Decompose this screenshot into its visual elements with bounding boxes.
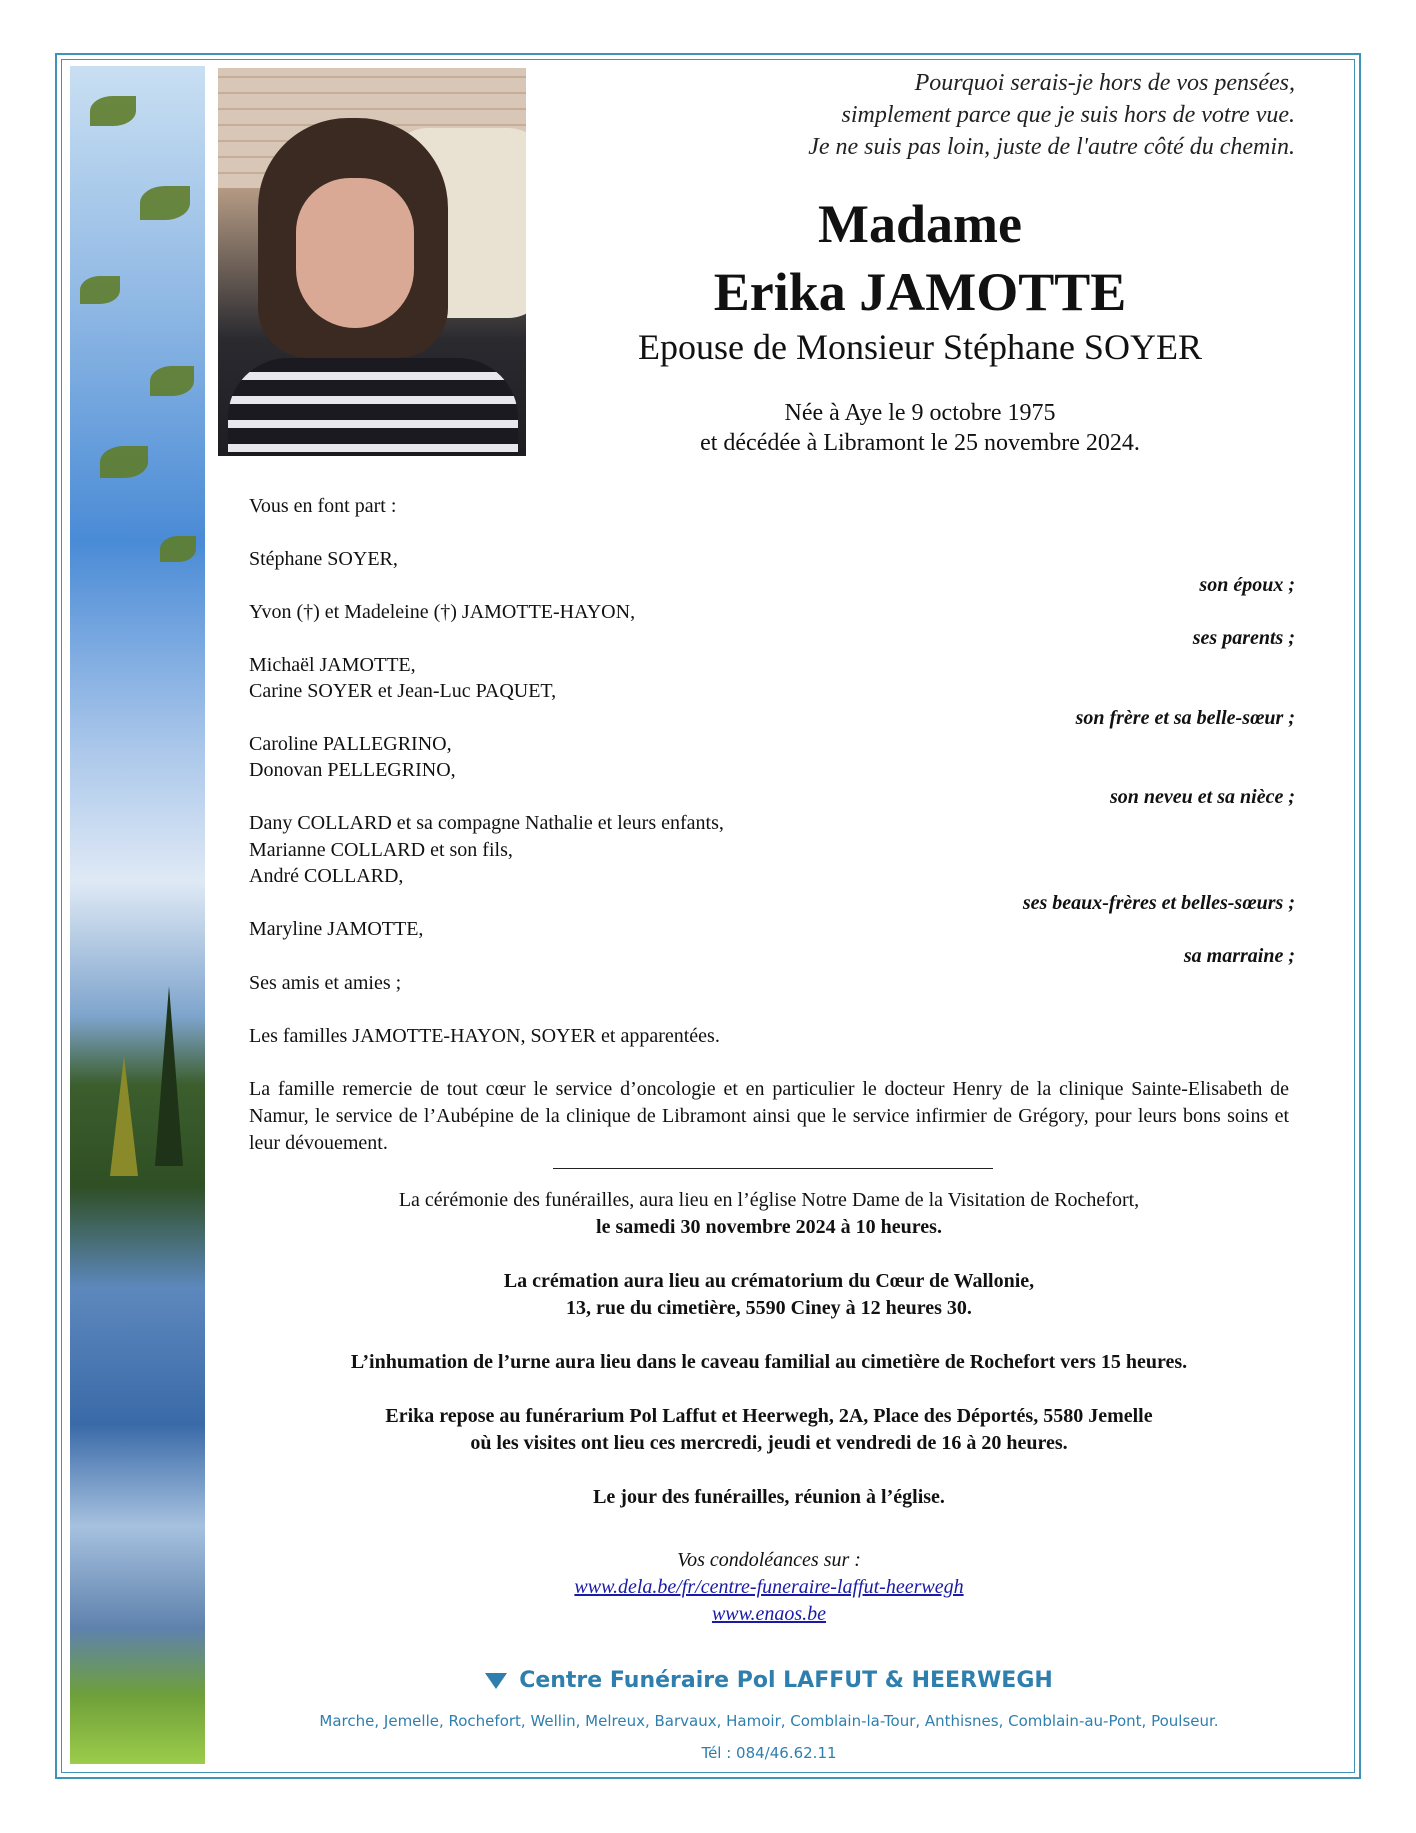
family-relation: sa marraine ;: [1183, 945, 1295, 967]
ceremony-line: La cérémonie des funérailles, aura lieu en l’église Notre Dame de la Visitation de Rochefort,: [398, 1189, 1140, 1211]
separator-line: [553, 1168, 993, 1169]
announce-intro: Vous en font part :: [249, 495, 397, 517]
visits-line: où les visites ont lieu ces mercredi, jeudi et vendredi de 16 à 20 heures.: [470, 1432, 1068, 1454]
cremation-address: 13, rue du cimetière, 5590 Ciney à 12 heures 30.: [566, 1297, 972, 1319]
family-name: Marianne COLLARD et son fils,: [249, 839, 513, 861]
thanks-paragraph: La famille remercie de tout cœur le service d’oncologie et en particulier le docteur Henry de la clinique Sainte-Elisabeth de Namur, le service de l’Aubépine de la clinique de Libramont ainsi que le service infirmier de Grégory, pour leurs bons soins et leur dévouement.: [249, 1078, 1289, 1154]
spouse-line: Epouse de Monsieur Stéphane SOYER: [638, 327, 1202, 367]
dela-link[interactable]: www.dela.be/fr/centre-funeraire-laffut-heerwegh: [574, 1576, 964, 1598]
deceased-name: Erika JAMOTTE: [713, 262, 1127, 322]
tree-decoration: [155, 986, 183, 1166]
leaf-decoration: [100, 446, 148, 478]
side-nature-image: [70, 66, 205, 1764]
funeral-home-locations: Marche, Jemelle, Rochefort, Wellin, Melreux, Barvaux, Hamoir, Comblain-la-Tour, Anthisnes, Comblain-au-Pont, Poulseur.: [319, 1712, 1219, 1730]
death-line: et décédée à Libramont le 25 novembre 2024.: [700, 430, 1140, 456]
tree-decoration: [110, 1056, 138, 1176]
funeral-home-name: [249, 1668, 1289, 1693]
family-name: Dany COLLARD et sa compagne Nathalie et leurs enfants,: [249, 812, 724, 834]
family-name: Michaël JAMOTTE,: [249, 654, 416, 676]
family-name: Caroline PALLEGRINO,: [249, 733, 452, 755]
deceased-title: Madame: [818, 194, 1022, 254]
leaf-decoration: [80, 276, 120, 304]
funeral-home-label: Centre Funéraire Pol LAFFUT & HEERWEGH: [519, 1668, 1053, 1693]
enaos-link[interactable]: www.enaos.be: [711, 1603, 827, 1625]
leaf-decoration: [150, 366, 194, 396]
leaf-decoration: [160, 536, 196, 562]
family-name: Carine SOYER et Jean-Luc PAQUET,: [249, 680, 557, 702]
life-dates: [540, 398, 1300, 458]
triangle-down-icon: [485, 1673, 507, 1689]
quote-line: Je ne suis pas loin, juste de l'autre côté du chemin.: [808, 134, 1295, 160]
leaf-decoration: [90, 96, 136, 126]
repose-line: Erika repose au funérarium Pol Laffut et Heerwegh, 2A, Place des Déportés, 5580 Jemelle: [385, 1405, 1153, 1427]
condolences-label: Vos condoléances sur :: [677, 1549, 861, 1571]
inhumation-line: L’inhumation de l’urne aura lieu dans le caveau familial au cimetière de Rochefort vers 15 heures.: [350, 1351, 1188, 1373]
epitaph-quote: [808, 67, 1295, 163]
family-name: Les familles JAMOTTE-HAYON, SOYER et apparentées.: [249, 1025, 720, 1047]
family-name: Maryline JAMOTTE,: [249, 918, 424, 940]
family-name: André COLLARD,: [249, 865, 404, 887]
funeral-home-phone: Tél : 084/46.62.11: [701, 1744, 837, 1762]
leaf-decoration: [140, 186, 190, 220]
family-name: Donovan PELLEGRINO,: [249, 759, 456, 781]
family-relation: son neveu et sa nièce ;: [1110, 786, 1295, 808]
quote-line: simplement parce que je suis hors de votre vue.: [841, 102, 1295, 128]
family-name: Stéphane SOYER,: [249, 548, 398, 570]
family-name: Ses amis et amies ;: [249, 972, 402, 994]
family-relation: ses beaux-frères et belles-sœurs ;: [1022, 892, 1295, 914]
portrait-photo: [218, 68, 526, 456]
family-relation: ses parents ;: [1192, 627, 1295, 649]
ceremony-date: le samedi 30 novembre 2024 à 10 heures.: [596, 1216, 942, 1238]
family-name: Yvon (†) et Madeleine (†) JAMOTTE-HAYON,: [249, 601, 636, 623]
quote-line: Pourquoi serais-je hors de vos pensées,: [914, 70, 1295, 96]
birth-line: Née à Aye le 9 octobre 1975: [784, 400, 1056, 426]
reunion-line: Le jour des funérailles, réunion à l’église.: [593, 1486, 945, 1508]
cremation-line: La crémation aura lieu au crématorium du Cœur de Wallonie,: [503, 1270, 1035, 1292]
family-relation: son époux ;: [1199, 574, 1295, 596]
family-relation: son frère et sa belle-sœur ;: [1075, 707, 1295, 729]
